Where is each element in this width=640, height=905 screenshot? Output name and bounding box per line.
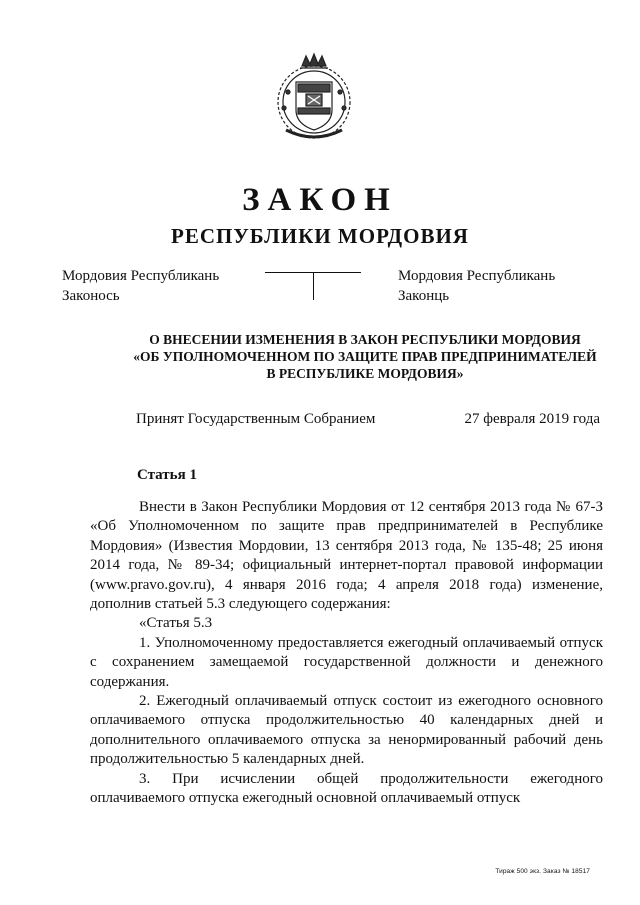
erzya-line-2: Законць bbox=[398, 288, 450, 304]
header-divider-stem bbox=[313, 272, 314, 300]
law-title: ЗАКОН bbox=[242, 182, 398, 218]
print-info: Тираж 500 экз. Заказ № 18517 bbox=[495, 868, 590, 875]
mordovia-coat-of-arms-icon bbox=[272, 52, 356, 142]
moksha-title bbox=[62, 266, 219, 306]
adopted-date: 27 февраля 2019 года bbox=[464, 411, 600, 427]
amendment-title bbox=[130, 331, 600, 382]
amendment-title-line-3: В РЕСПУБЛИКЕ МОРДОВИЯ» bbox=[266, 366, 464, 381]
adopted-by: Принят Государственным Собранием bbox=[136, 411, 376, 427]
paragraph-2: «Статья 5.3 bbox=[139, 615, 213, 632]
paragraph-1: Внести в Закон Республики Мордовия от 12 сентября 2013 года № 67-З «Об Уполномоченном по защите прав предпринимателей в Республике Мордовия» (Известия Мордовии, 13 сентября 2013 года, № 135-48; 25 июня 2014 года, № 89-34; официальный интернет-портал правовой информации (www.pravo.gov.ru), 4 января 2016 года; 4 апреля 2018 года) изменение, дополнив статьей 5.3 следующего содержания: bbox=[90, 499, 603, 613]
paragraph-5: 3. При исчислении общей продолжительности ежегодного оплачиваемого отпуска ежегодный основной оплачиваемый отпуск bbox=[90, 770, 603, 807]
erzya-line-1: Мордовия Республикань bbox=[398, 268, 556, 284]
paragraph-4: 2. Ежегодный оплачиваемый отпуск состоит из ежегодного основного оплачиваемого отпуска продолжительностью 40 календарных дней и дополнительного оплачиваемого отпуска за ненормированный рабочий день продолжительностью 5 календарных дней. bbox=[90, 693, 603, 768]
amendment-title-line-2: «ОБ УПОЛНОМОЧЕННОМ ПО ЗАЩИТЕ ПРАВ ПРЕДПРИНИМАТЕЛЕЙ bbox=[133, 349, 597, 364]
law-subtitle: РЕСПУБЛИКИ МОРДОВИЯ bbox=[171, 224, 469, 248]
moksha-line-2: Законось bbox=[62, 288, 120, 304]
erzya-title bbox=[398, 266, 555, 306]
article-heading: Статья 1 bbox=[137, 467, 197, 483]
paragraph-3: 1. Уполномоченному предоставляется ежегодный оплачиваемый отпуск с сохранением замещаемой государственной должности и денежного содержания. bbox=[90, 634, 603, 690]
moksha-line-1: Мордовия Республикань bbox=[62, 268, 220, 284]
amendment-title-line-1: О ВНЕСЕНИИ ИЗМЕНЕНИЯ В ЗАКОН РЕСПУБЛИКИ МОРДОВИЯ bbox=[149, 332, 581, 347]
article-body bbox=[90, 498, 603, 809]
